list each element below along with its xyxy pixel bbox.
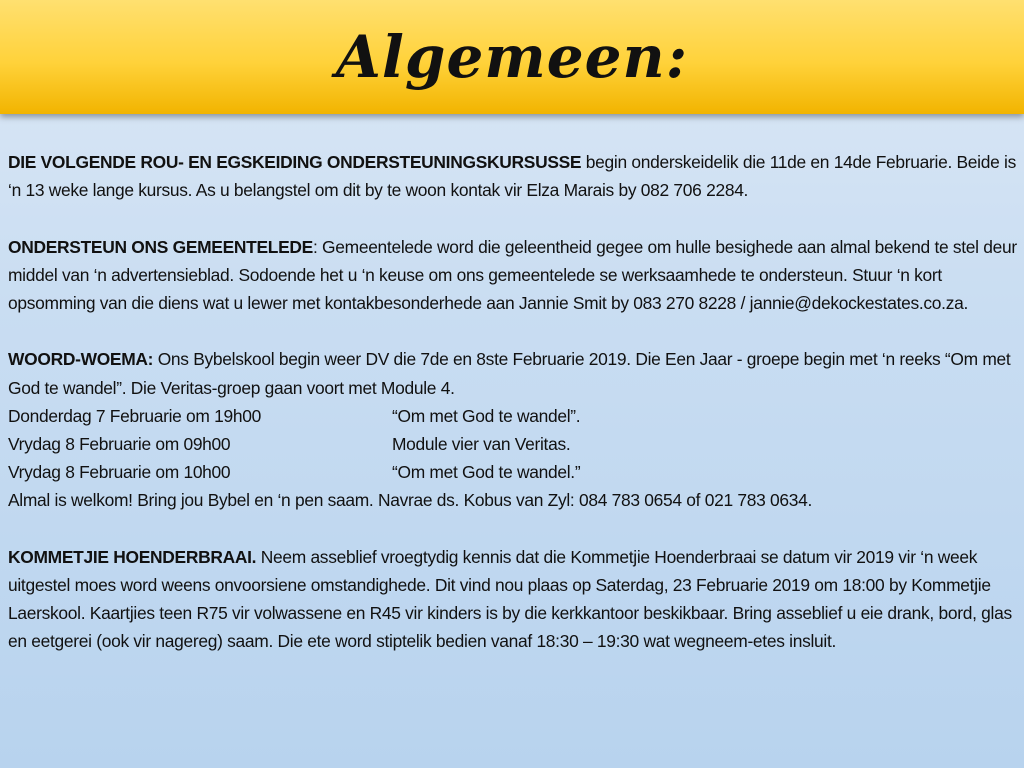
announcement-rou-egskeiding	[8, 148, 1018, 204]
schedule-when: Vrydag 8 Februarie om 09h00	[8, 434, 231, 454]
announcement-body: Ons Bybelskool begin weer DV die 7de en 8ste Februarie 2019. Die Een Jaar - groepe begin met ‘n reeks “Om met God te wandel”. Die Veritas-groep gaan voort met Module 4.	[8, 349, 1011, 398]
schedule-when: Vrydag 8 Februarie om 10h00	[8, 462, 231, 483]
announcement-body: begin onderskeidelik die 11de en 14de Februarie. Beide is ‘n 13 weke lange kursus. As u belangstel om dit by te woon kontak vir Elza Marais by 082 706 2284.	[8, 152, 1016, 201]
announcement-footer: Almal is welkom! Bring jou Bybel en ‘n pen saam. Navrae ds. Kobus van Zyl: 084 783 0654 of 021 783 0634.	[8, 490, 813, 511]
schedule-row	[8, 430, 1018, 458]
schedule-row	[8, 402, 1018, 430]
schedule-when: Donderdag 7 Februarie om 19h00	[8, 405, 261, 426]
announcement-intro	[8, 345, 1018, 401]
announcements	[8, 148, 1018, 656]
schedule-what: Module vier van Veritas.	[392, 434, 571, 454]
page-title: Algemeen:	[335, 23, 689, 91]
announcement-heading: DIE VOLGENDE ROU- EN EGSKEIDING ONDERSTEUNINGSKURSUSSE	[8, 152, 582, 172]
announcement-heading: ONDERSTEUN ONS GEMEENTELEDE	[8, 236, 313, 257]
announcement-heading: WOORD-WOEMA:	[8, 349, 154, 370]
schedule-what: “Om met God te wandel.”	[392, 462, 581, 483]
announcement-hoenderbraai	[8, 543, 1018, 656]
announcement-ondersteun-gemeentelede	[8, 233, 1018, 318]
title-banner	[0, 0, 1024, 114]
announcement-woord-woema	[8, 345, 1018, 514]
announcement-body: : Gemeentelede word die geleentheid gegee om hulle besighede aan almal bekend te stel deur middel van ‘n advertensieblad. Sodoende het u ‘n keuse om ons gemeentelede se werksaamhede te ondersteun. Stuur ‘n kort opsomming van die diens wat u lewer met kontakbesonderhede aan Jannie Smit by 083 270 8228 / jannie@dekockestates.co.za.	[8, 236, 1017, 313]
schedule-what: “Om met God te wandel”.	[392, 405, 581, 426]
schedule-row	[8, 458, 1018, 486]
announcement-body: Neem asseblief vroegtydig kennis dat die Kommetjie Hoenderbraai se datum vir 2019 vir ‘n week uitgestel moes word weens onvoorsiene omstandighede. Dit vind nou plaas op Saterdag, 23 Februarie 2019 om 18:00 by Kommetjie Laerskool. Kaartjies teen R75 vir volwassene en R45 vir kinders is by die kerkkantoor beskikbaar. Bring asseblief u eie drank, bord, glas en eetgerei (ook vir nagereg) saam. Die ete word stiptelik bedien vanaf 18:30 – 19:30 wat wegneem-etes insluit.	[8, 546, 1012, 652]
announcement-heading: KOMMETJIE HOENDERBRAAI.	[8, 546, 257, 567]
